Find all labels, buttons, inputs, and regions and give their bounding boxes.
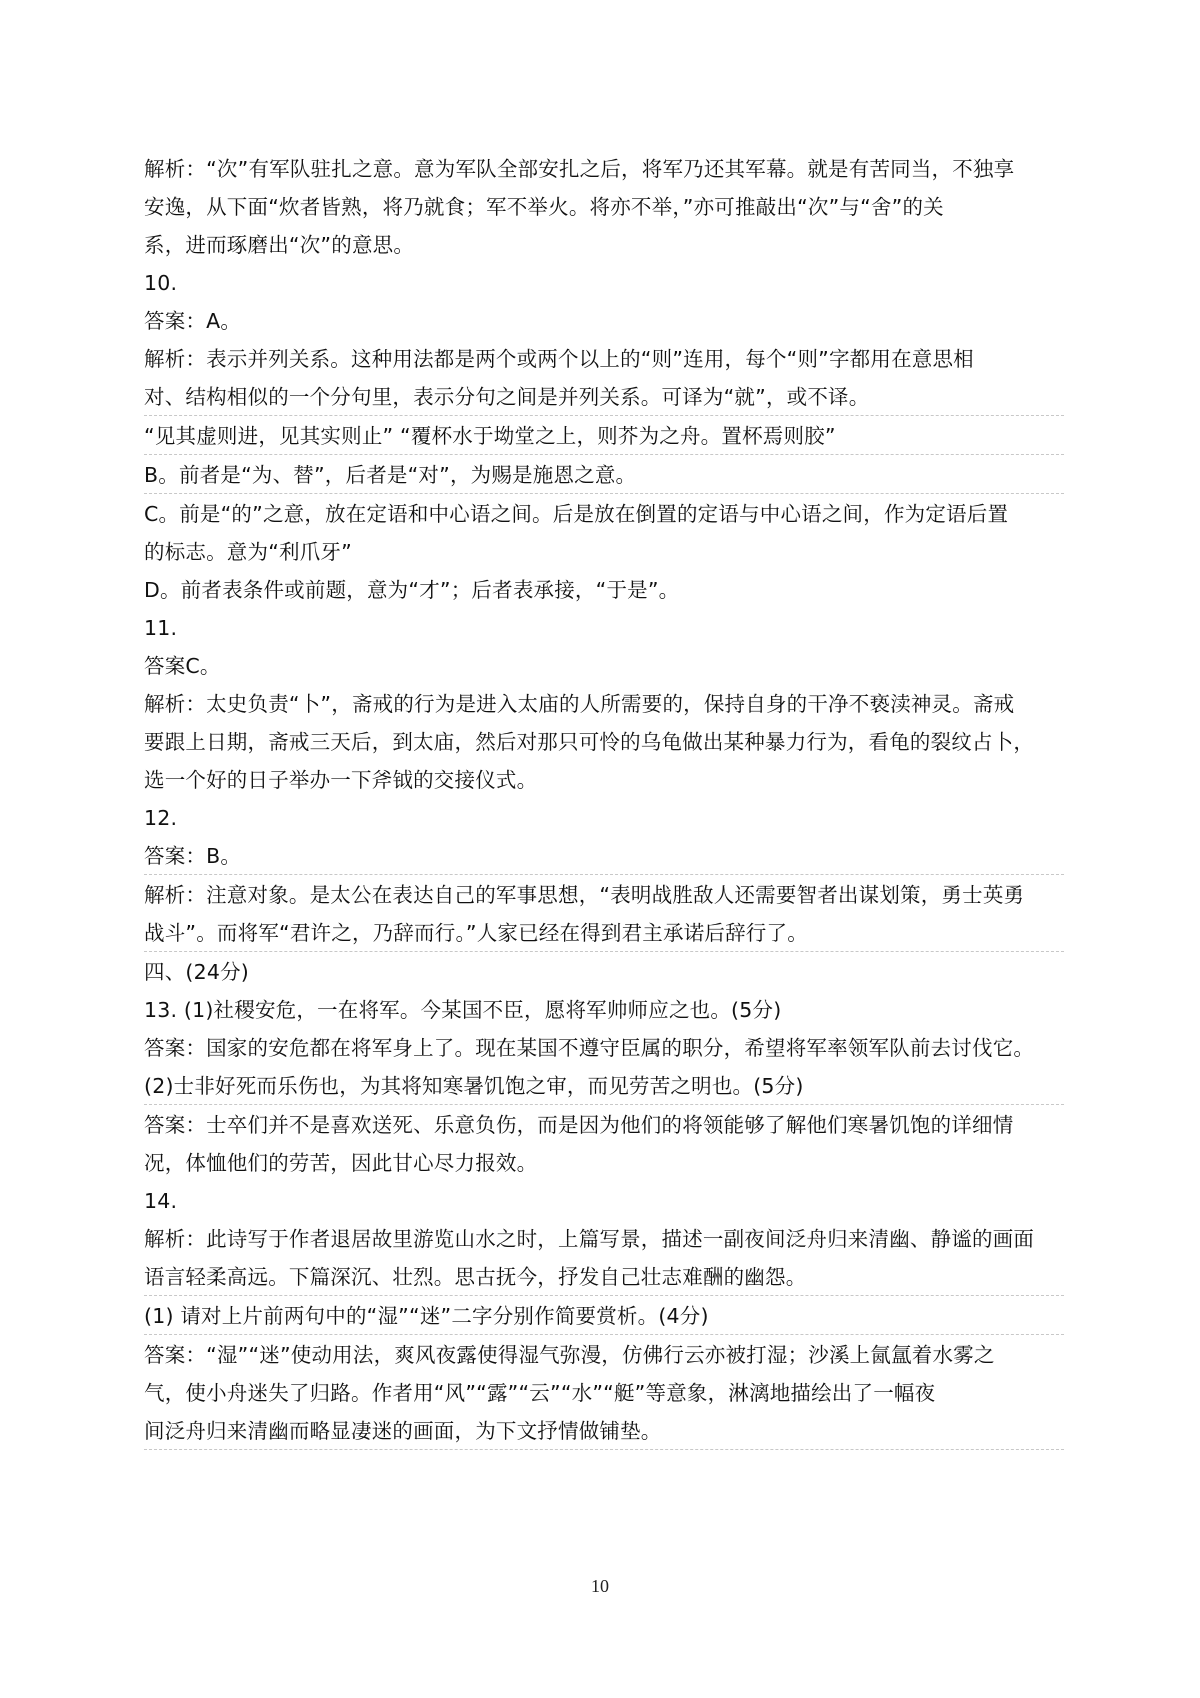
answer-line: 答案：A。 [144,309,242,333]
question-number: 14. [144,1189,178,1213]
text-line: 解析：注意对象。是太公在表达自己的军事思想，“表明战胜敌人还需要智者出谋划策，勇士英勇 [144,883,1025,907]
answer-line: 答案：士卒们并不是喜欢送死、乐意负伤，而是因为他们的将领能够了解他们寒暑饥饱的详细情 [144,1113,1014,1137]
answer-line: 答案：B。 [144,837,1064,875]
answer-line: 答案C。 [144,654,221,678]
text-line: 语言轻柔高远。下篇深沉、壮烈。思古抚今，抒发自己壮志难酬的幽怨。 [144,1258,1064,1296]
option-line: C。前是“的”之意，放在定语和中心语之间。后是放在倒置的定语与中心语之间，作为定语后置 [144,502,1009,526]
text-line: 战斗”。而将军“君许之，乃辞而行。”人家已经在得到君主承诺后辞行了。 [144,914,1064,952]
answer-line: 答案：“湿”“迷”使动用法，爽风夜露使得湿气弥漫，仿佛行云亦被打湿；沙溪上氤氲着水雾之 [144,1343,995,1367]
document-body [144,150,1064,1451]
question-number: 12. [144,806,178,830]
question-line: (1) 请对上片前两句中的“湿”“迷”二字分别作简要赏析。(4分) [144,1297,1064,1335]
text-line: 要跟上日期，斋戒三天后，到太庙，然后对那只可怜的乌龟做出某种暴力行为，看龟的裂纹占卜， [144,730,1035,754]
text-line: 气，使小舟迷失了归路。作者用“风”“露”“云”“水”“艇”等意象，淋漓地描绘出了一幅夜 [144,1381,936,1405]
option-line: D。前者表条件或前题，意为“才”；后者表承接，“于是”。 [144,578,680,602]
text-line: 安逸，从下面“炊者皆熟，将乃就食；军不举火。将亦不举，”亦可推敲出“次”与“舍”的关 [144,195,944,219]
text-line: 解析：“次”有军队驻扎之意。意为军队全部安扎之后，将军乃还其军幕。就是有苦同当，不独享 [144,157,1015,181]
text-line: “见其虚则进，见其实则止” “覆杯水于坳堂之上，则芥为之舟。置杯焉则胶” [144,417,1064,455]
option-line: B。前者是“为、替”，后者是“对”，为赐是施恩之意。 [144,456,1064,494]
text-line: 况，体恤他们的劳苦，因此甘心尽力报效。 [144,1151,538,1175]
question-line: (2)士非好死而乐伤也，为其将知寒暑饥饱之审，而见劳苦之明也。(5分) [144,1067,1064,1105]
question-number: 11. [144,616,178,640]
text-line: 的标志。意为“利爪牙” [144,540,352,564]
question-number: 10. [144,271,178,295]
question-line: 13. (1)社稷安危，一在将军。今某国不臣，愿将军帅师应之也。(5分) [144,998,782,1022]
text-line: 间泛舟归来清幽而略显凄迷的画面，为下文抒情做铺垫。 [144,1412,1064,1450]
text-line: 解析：表示并列关系。这种用法都是两个或两个以上的“则”连用，每个“则”字都用在意思相 [144,347,974,371]
text-line: 解析：太史负责“卜”，斋戒的行为是进入太庙的人所需要的，保持自身的干净不亵渎神灵。斋戒 [144,692,1015,716]
page-number: 10 [591,1576,609,1596]
text-line: 系，进而琢磨出“次”的意思。 [144,233,415,257]
answer-line: 答案：国家的安危都在将军身上了。现在某国不遵守臣属的职分，希望将军率领军队前去讨伐它。 [144,1036,1035,1060]
text-line: 选一个好的日子举办一下斧钺的交接仪式。 [144,768,538,792]
section-heading: 四、(24分) [144,960,249,984]
text-line: 对、结构相似的一个分句里，表示分句之间是并列关系。可译为“就”，或不译。 [144,378,1064,416]
text-line: 解析：此诗写于作者退居故里游览山水之时，上篇写景，描述一副夜间泛舟归来清幽、静谧的画面 [144,1227,1035,1251]
